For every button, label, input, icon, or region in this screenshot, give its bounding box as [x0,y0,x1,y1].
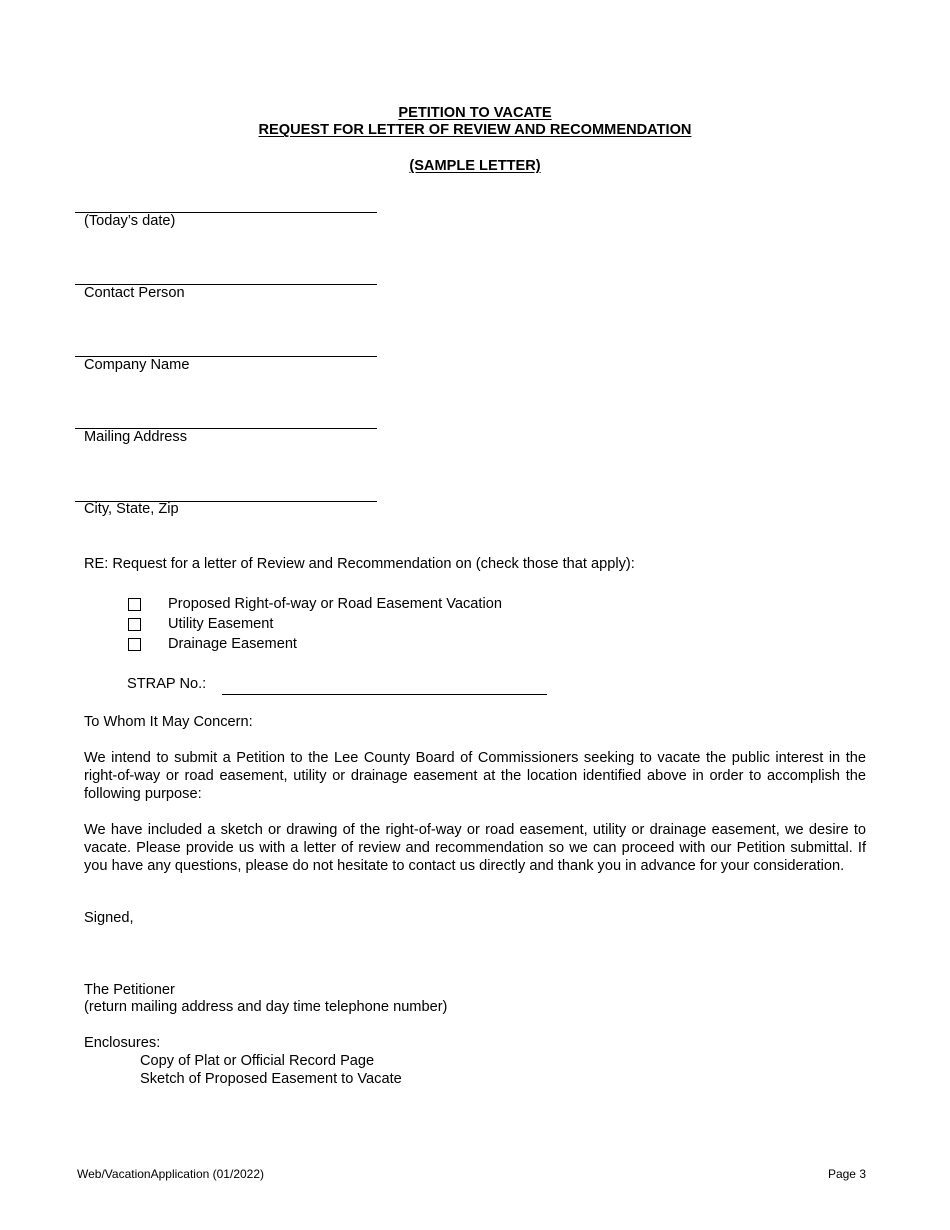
contact-person-label: Contact Person [84,285,185,301]
salutation: To Whom It May Concern: [84,714,253,730]
checkbox-drainage-easement[interactable] [128,638,141,651]
signed-label: Signed, [84,910,134,926]
enclosures-label: Enclosures: [84,1035,161,1051]
strap-label: STRAP No.: [127,676,207,692]
re-line: RE: Request for a letter of Review and Recommendation on (check those that apply): [84,556,635,572]
footer-form-id: Web/VacationApplication (01/2022) [77,1167,265,1181]
mailing-address-label: Mailing Address [84,429,188,445]
enclosure-item: Sketch of Proposed Easement to Vacate [140,1071,402,1087]
petitioner-note: (return mailing address and day time telephone number) [84,999,448,1015]
city-state-zip-label: City, State, Zip [84,501,179,517]
strap-number-field-line[interactable] [222,694,547,695]
enclosure-item: Copy of Plat or Official Record Page [140,1053,375,1069]
checkbox-road-easement-vacation[interactable] [128,598,141,611]
title-line-2: REQUEST FOR LETTER OF REVIEW AND RECOMMENDATION [258,122,692,138]
checkbox-label-utility-easement: Utility Easement [168,616,274,632]
date-field-label: (Today’s date) [84,213,176,229]
title-line-1: PETITION TO VACATE [398,105,552,121]
checkbox-label-road-easement: Proposed Right-of-way or Road Easement Vacation [168,596,502,612]
paragraph-intent: We intend to submit a Petition to the Lee County Board of Commissioners seeking to vacate the public interest in the right-of-way or road easement, utility or drainage easement at the location identified above in order to accomplish the following purpose: [84,750,866,802]
subtitle: (SAMPLE LETTER) [409,158,541,174]
footer-page-number: Page 3 [827,1167,866,1181]
paragraph-request: We have included a sketch or drawing of the right-of-way or road easement, utility or drainage easement, we desire to vacate. Please provide us with a letter of review and recommendation so we can proceed with our Petition submittal. If you have any questions, please do not hesitate to contact us directly and thank you in advance for your consideration. [84,822,866,874]
checkbox-label-drainage-easement: Drainage Easement [168,636,297,652]
company-name-label: Company Name [84,357,190,373]
petitioner-label: The Petitioner [84,982,175,998]
checkbox-utility-easement[interactable] [128,618,141,631]
